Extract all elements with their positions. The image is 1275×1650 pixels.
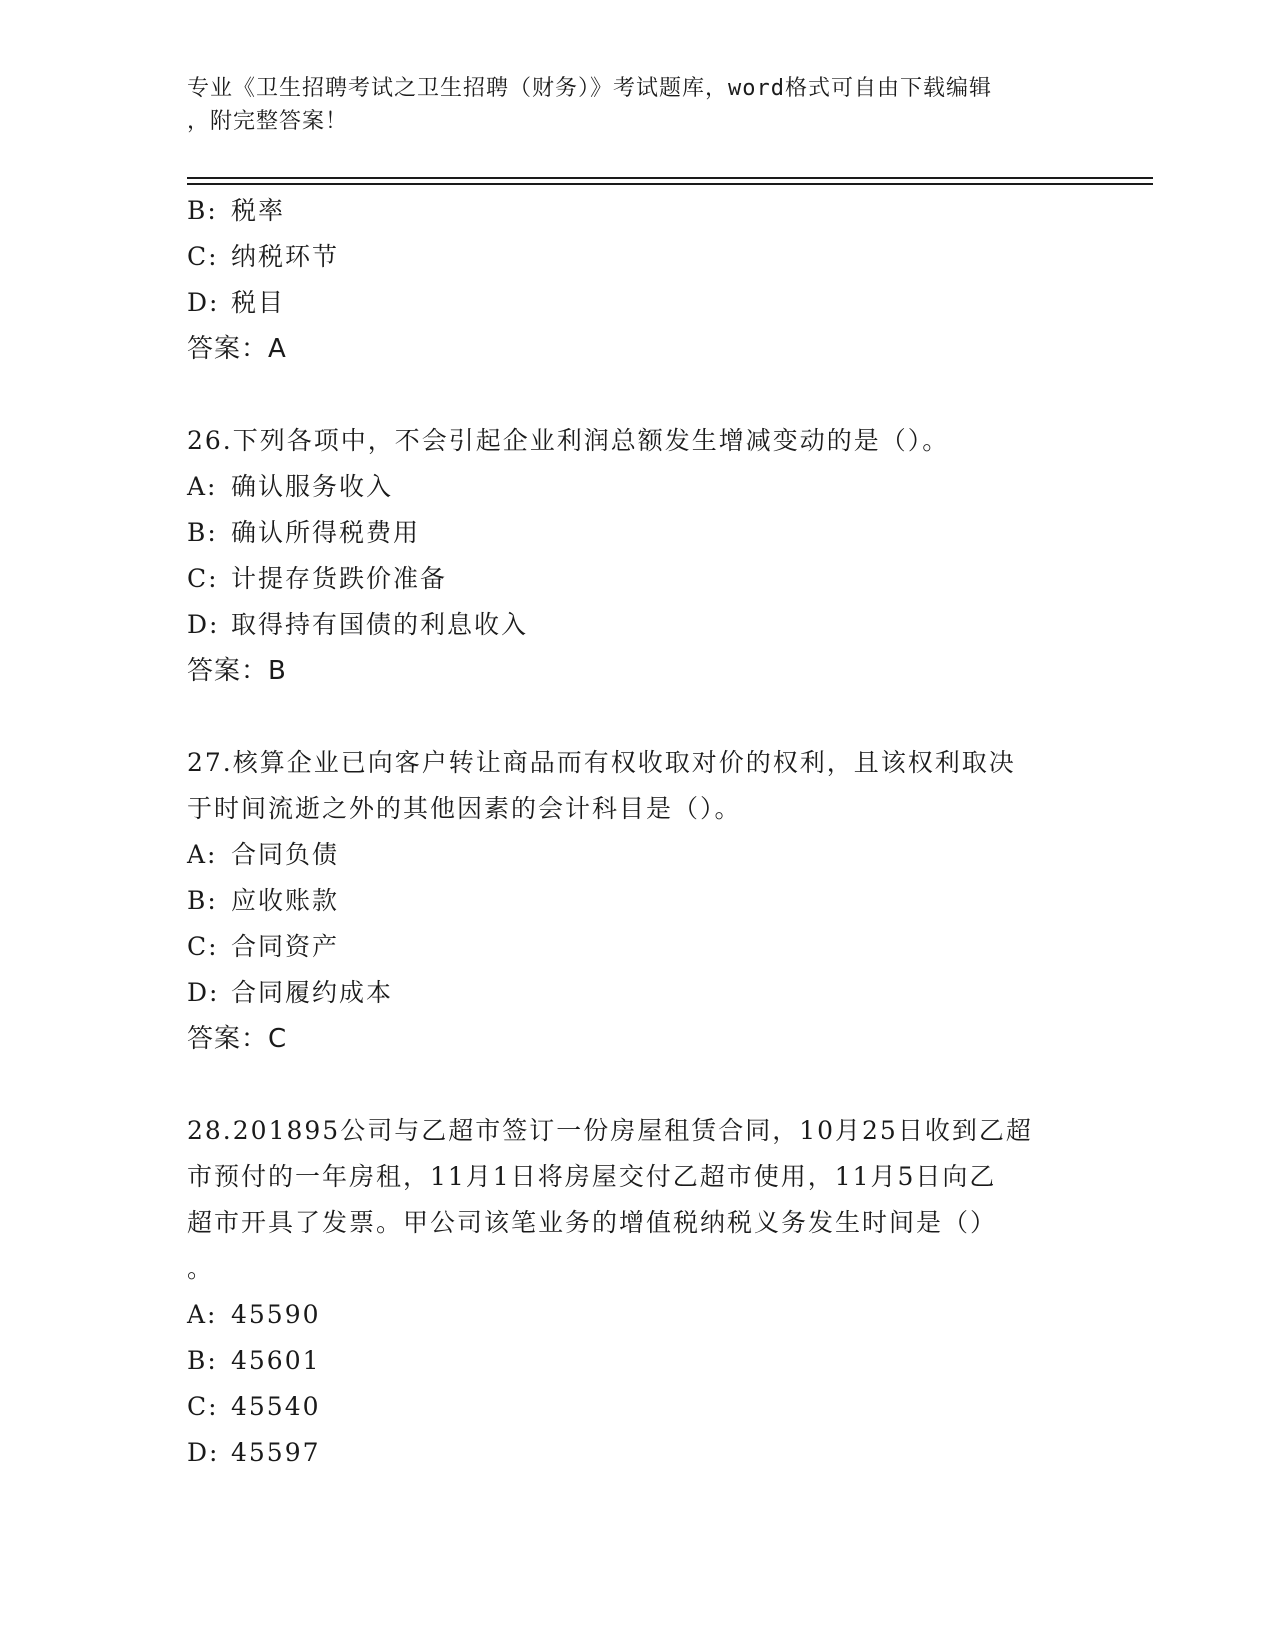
spacer (187, 1062, 1087, 1108)
option-text: 应收账款 (231, 886, 340, 915)
option-b (187, 510, 1087, 556)
option-b (187, 1338, 1087, 1384)
question-stem-line-1: 27.核算企业已向客户转让商品而有权收取对价的权利，且该权利取决 (187, 748, 1016, 777)
option-key: C: (187, 932, 219, 961)
question-stem-line-4: 。 (187, 1254, 215, 1283)
option-text: 确认服务收入 (231, 472, 394, 501)
question-stem-line-2: 市预付的一年房租，11月1日将房屋交付乙超市使用，11月5日向乙 (187, 1162, 997, 1191)
option-text: 45590 (231, 1300, 321, 1329)
question-28 (187, 1108, 1087, 1476)
option-key: B: (187, 886, 218, 915)
option-c (187, 556, 1087, 602)
option-key: A: (187, 472, 218, 501)
document-header (187, 72, 1067, 138)
question-content (187, 188, 1087, 1476)
question-stem-line-1: 28.201895公司与乙超市签订一份房屋租赁合同，10月25日收到乙超 (187, 1116, 1033, 1145)
option-text: 45597 (231, 1438, 321, 1467)
option-b (187, 188, 1087, 234)
header-divider-bottom (187, 183, 1153, 185)
option-a (187, 464, 1087, 510)
option-text: 计提存货跌价准备 (231, 564, 448, 593)
option-b (187, 878, 1087, 924)
option-text: 合同履约成本 (231, 978, 394, 1007)
option-a (187, 1292, 1087, 1338)
option-text: 45601 (231, 1346, 321, 1375)
answer-line: 答案：B (187, 656, 287, 686)
option-a (187, 832, 1087, 878)
option-d (187, 602, 1087, 648)
answer-line: 答案：C (187, 1024, 288, 1054)
option-key: C: (187, 242, 219, 271)
option-key: B: (187, 196, 218, 225)
option-text: 合同资产 (231, 932, 340, 961)
question-27 (187, 740, 1087, 1062)
question-stem-line-3: 超市开具了发票。甲公司该笔业务的增值税纳税义务发生时间是（） (187, 1208, 998, 1237)
option-key: D: (187, 978, 220, 1007)
option-c (187, 924, 1087, 970)
header-divider-top (187, 177, 1153, 179)
header-line-1: 专业《卫生招聘考试之卫生招聘（财务）》考试题库，word格式可自由下载编辑 (187, 76, 992, 101)
header-line-2: ，附完整答案！ (187, 109, 349, 134)
option-key: B: (187, 1346, 218, 1375)
option-key: D: (187, 610, 220, 639)
option-key: A: (187, 840, 218, 869)
option-key: C: (187, 1392, 219, 1421)
option-key: D: (187, 288, 220, 317)
answer-line: 答案：A (187, 334, 287, 364)
option-key: A: (187, 1300, 218, 1329)
option-text: 取得持有国债的利息收入 (231, 610, 529, 639)
option-key: C: (187, 564, 219, 593)
question-26 (187, 418, 1087, 694)
option-d (187, 280, 1087, 326)
question-stem: 26.下列各项中，不会引起企业利润总额发生增减变动的是（）。 (187, 426, 950, 455)
option-key: D: (187, 1438, 220, 1467)
question-stem-line-2: 于时间流逝之外的其他因素的会计科目是（）。 (187, 794, 742, 823)
option-text: 45540 (231, 1392, 321, 1421)
question-25 (187, 188, 1087, 372)
option-text: 确认所得税费用 (231, 518, 421, 547)
option-text: 纳税环节 (231, 242, 340, 271)
option-text: 税率 (231, 196, 286, 225)
option-text: 税目 (231, 288, 286, 317)
spacer (187, 694, 1087, 740)
spacer (187, 372, 1087, 418)
option-text: 合同负债 (231, 840, 340, 869)
option-d (187, 1430, 1087, 1476)
option-c (187, 1384, 1087, 1430)
option-key: B: (187, 518, 218, 547)
option-c (187, 234, 1087, 280)
option-d (187, 970, 1087, 1016)
